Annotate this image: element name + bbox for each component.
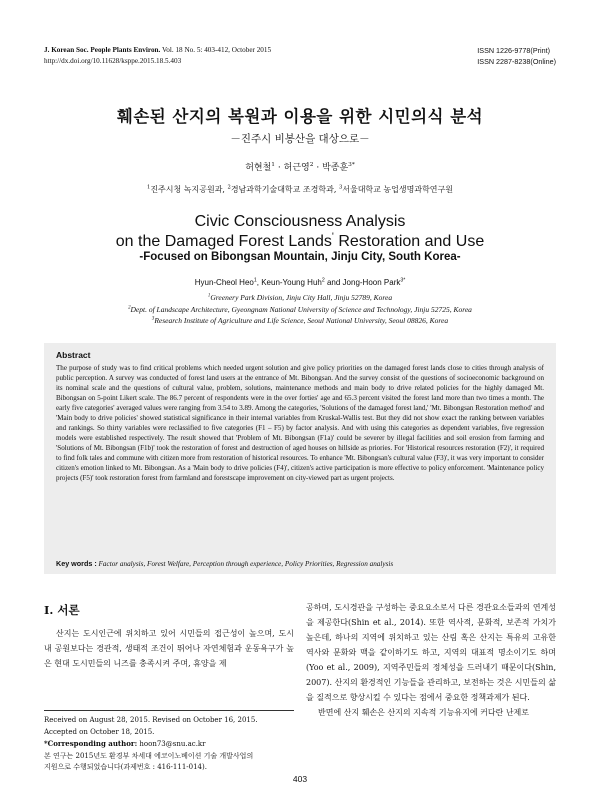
issn-online: ISSN 2287-8238(Online) bbox=[477, 57, 556, 66]
affil-sup: 1 bbox=[147, 184, 151, 191]
title-apostrophe: ' bbox=[331, 231, 334, 243]
doi-link[interactable]: http://dx.doi.org/10.11628/ksppe.2015.18.5.403 bbox=[44, 57, 182, 65]
issn-block bbox=[477, 45, 556, 67]
footnotes bbox=[44, 715, 298, 774]
english-author-name: Hyun-Cheol Heo bbox=[194, 278, 254, 287]
funding-note: 본 연구는 2015년도 환경부 차세대 에코이노베이션 기술 개발사업의 bbox=[44, 751, 254, 760]
english-authors bbox=[0, 278, 600, 287]
author-sup: 2 bbox=[321, 277, 325, 284]
abstract-heading: Abstract bbox=[56, 350, 91, 360]
korean-affiliations bbox=[0, 184, 600, 195]
english-author-name: Keun-Young Huh bbox=[261, 278, 322, 287]
author-separator: and bbox=[324, 278, 343, 287]
author-separator: · bbox=[316, 163, 320, 173]
received-date: Received on August 28, 2015. Revised on October 16, 2015. bbox=[44, 716, 258, 724]
keywords-label: Key words : bbox=[56, 559, 97, 568]
abstract-box bbox=[44, 343, 556, 574]
author-separator: , bbox=[256, 278, 262, 287]
keywords bbox=[56, 559, 544, 568]
affiliation-text: Dept. of Landscape Architecture, Gyeongnam National University of Science and Technology, Jinju 52725, Korea bbox=[130, 304, 472, 314]
affil-sup: 2 bbox=[227, 184, 231, 191]
body-left-column bbox=[44, 626, 294, 702]
korean-subtitle: －진주시 비봉산을 대상으로－ bbox=[230, 133, 370, 145]
author-sup: 2 bbox=[309, 162, 314, 168]
korean-author-name: 허근영 bbox=[283, 163, 310, 173]
affiliation-text: Greenery Park Division, Jinju City Hall, Jinju 52789, Korea bbox=[210, 293, 393, 302]
korean-authors bbox=[0, 160, 600, 173]
abstract-body: The purpose of study was to find critical problems which needed urgent solution and give policy priorities on the damaged forest lands close to cities through analysis of public perception. A survey was conducted of forest land users at the entrance of Mt. Bibongsan. And the survey consist of the questions of socioeconomic background on its nominal scale and the questions of cultural value, problem, solutions, maintenance methods and main body to drive related policies for the highly damaged Mt. Bibongsan on 5-point Likert scale. The 86.7 percent of respondents were in the over forties' age and 65.3 percent visited the forest land more than two times a month. The early five categories' averaged values were ranging from 3.54 to 3.89. Among the categories, 'Solutions of the damaged forest land,' 'Mt. Bibongsan Restoration method' and 'Main body to drive policies' showed statistical significance in their internal variables from Kruskal-Wallis test. But they did not show exact the ranking between variables and rankings. So thirty variables were reclassified to five categories (F1 – F5) by factor analysis. And with using this categories as dependent variables, five regression models were established respectively. The result showed that 'Problem of Mt. Bibongsan (F1a)' could be severer by illegal facilities and soil erosion from farming and 'Solutions of Mt. Bibongsan (F1b)' took the restoration of forest and destruction of aged houses on hillside as priories. For 'Historical resources restoration (F2)', it required to find folk tales and commune with citizen more from restoration of historical resources. To enhance 'Mt. Bibongsan's cultural value (F3)', it was very important to consider citizen's emotion linked to Mt. Bibongsan. As a 'Main body to drive policies (F4)', citizen's active participation is more effective to policy enforcement. 'Maintenance policy projects (F5)' took restoration forest from farmland and forestscape improvement on city-viewed part as urgent projects. bbox=[56, 364, 544, 482]
author-sup: 1 bbox=[271, 162, 275, 168]
english-affiliation bbox=[0, 292, 600, 304]
author-separator: · bbox=[277, 163, 281, 173]
english-title bbox=[0, 212, 600, 252]
corresponding-author bbox=[44, 738, 298, 751]
body-right-column bbox=[306, 600, 556, 740]
english-affiliation bbox=[0, 304, 600, 316]
korean-affiliation: 경남과학기술대학교 조경학과, bbox=[230, 185, 337, 194]
body-paragraph: 공하며, 도시경관을 구성하는 중요요소로서 다른 경관요소들과의 연계성을 제공한다(Shin et al., 2014). 또한 역사적, 문화적, 보존적 가치가 높은데, 하나의 지역에 위치하고 있는 산림 혹은 산지는 특유의 고유한 역사와 문화와 맥을 같이하기도 하고, 지역의 대표적 명소이기도 하며(Yoo et al., 2009), 지역주민들의 정체성을 드러내기 때문이다(Shin, 2007). 산지의 환경적인 기능들을 관리하고, 보전하는 것은 시민들의 삶을 질적으로 향상시킬 수 있다는 점에서 중요한 정책과제가 된다. bbox=[306, 603, 556, 702]
journal-header bbox=[44, 45, 271, 67]
korean-affiliation: 진주시청 녹지공원과, bbox=[150, 185, 225, 194]
affil-sup: 1 bbox=[207, 293, 211, 299]
korean-author-name: 박종훈 bbox=[322, 163, 349, 173]
author-sup: 1 bbox=[253, 277, 257, 284]
footnote-divider bbox=[44, 710, 294, 711]
english-title-line2 bbox=[0, 232, 600, 252]
issn-print: ISSN 1226-9778(Print) bbox=[477, 46, 550, 55]
section-heading: I. 서론 bbox=[44, 603, 80, 617]
volume-info: Vol. 18 No. 5: 403-412, October 2015 bbox=[162, 46, 272, 54]
corresponding-label: *Corresponding author: bbox=[44, 739, 138, 748]
accepted-date: Accepted on October 18, 2015. bbox=[44, 727, 155, 736]
korean-affiliation: 서울대학교 농업생명과학연구원 bbox=[342, 185, 453, 194]
english-author-name: Jong-Hoon Park bbox=[342, 278, 401, 287]
author-sup: 3* bbox=[400, 277, 406, 284]
korean-author-name: 허현철 bbox=[245, 163, 272, 173]
english-title-part: on the Damaged Forest Lands bbox=[115, 233, 332, 250]
author-sup: 3* bbox=[348, 162, 355, 168]
journal-name: J. Korean Soc. People Plants Environ. bbox=[44, 46, 161, 54]
affil-sup: 3 bbox=[338, 184, 343, 191]
funding-note: 지원으로 수행되었습니다(과제번호 : 416-111-014). bbox=[44, 763, 207, 771]
english-subtitle: -Focused on Bibongsan Mountain, Jinju City, South Korea- bbox=[139, 251, 461, 263]
corresponding-email[interactable]: hoon73@snu.ac.kr bbox=[137, 740, 206, 748]
english-affiliations bbox=[0, 292, 600, 327]
english-affiliation bbox=[0, 315, 600, 327]
body-paragraph: 산지는 도시인근에 위치하고 있어 시민들의 접근성이 높으며, 도시 내 공원보다는 경관적, 생태적 조건이 뛰어나 자연체험과 운동욕구가 높은 현대 도시민들의 니즈를 충족시켜 주며, 휴양을 제 bbox=[44, 629, 294, 668]
affiliation-text: Research Institute of Agriculture and Life Science, Seoul National University, Seoul 08826, Korea bbox=[154, 316, 449, 325]
affil-sup: 3 bbox=[151, 316, 155, 322]
affil-sup: 2 bbox=[128, 305, 131, 310]
body-paragraph: 반면에 산지 훼손은 산지의 지속적 기능유지에 커다란 난제로 bbox=[318, 708, 529, 717]
english-title-part: Restoration and Use bbox=[333, 233, 485, 250]
english-title-line1: Civic Consciousness Analysis bbox=[194, 213, 406, 230]
keywords-list: Factor analysis, Forest Welfare, Perception through experience, Policy Priorities, Regression analysis bbox=[98, 560, 394, 568]
korean-title: 훼손된 산지의 복원과 이용을 위한 시민의식 분석 bbox=[116, 107, 484, 126]
page-number: 403 bbox=[292, 774, 308, 784]
